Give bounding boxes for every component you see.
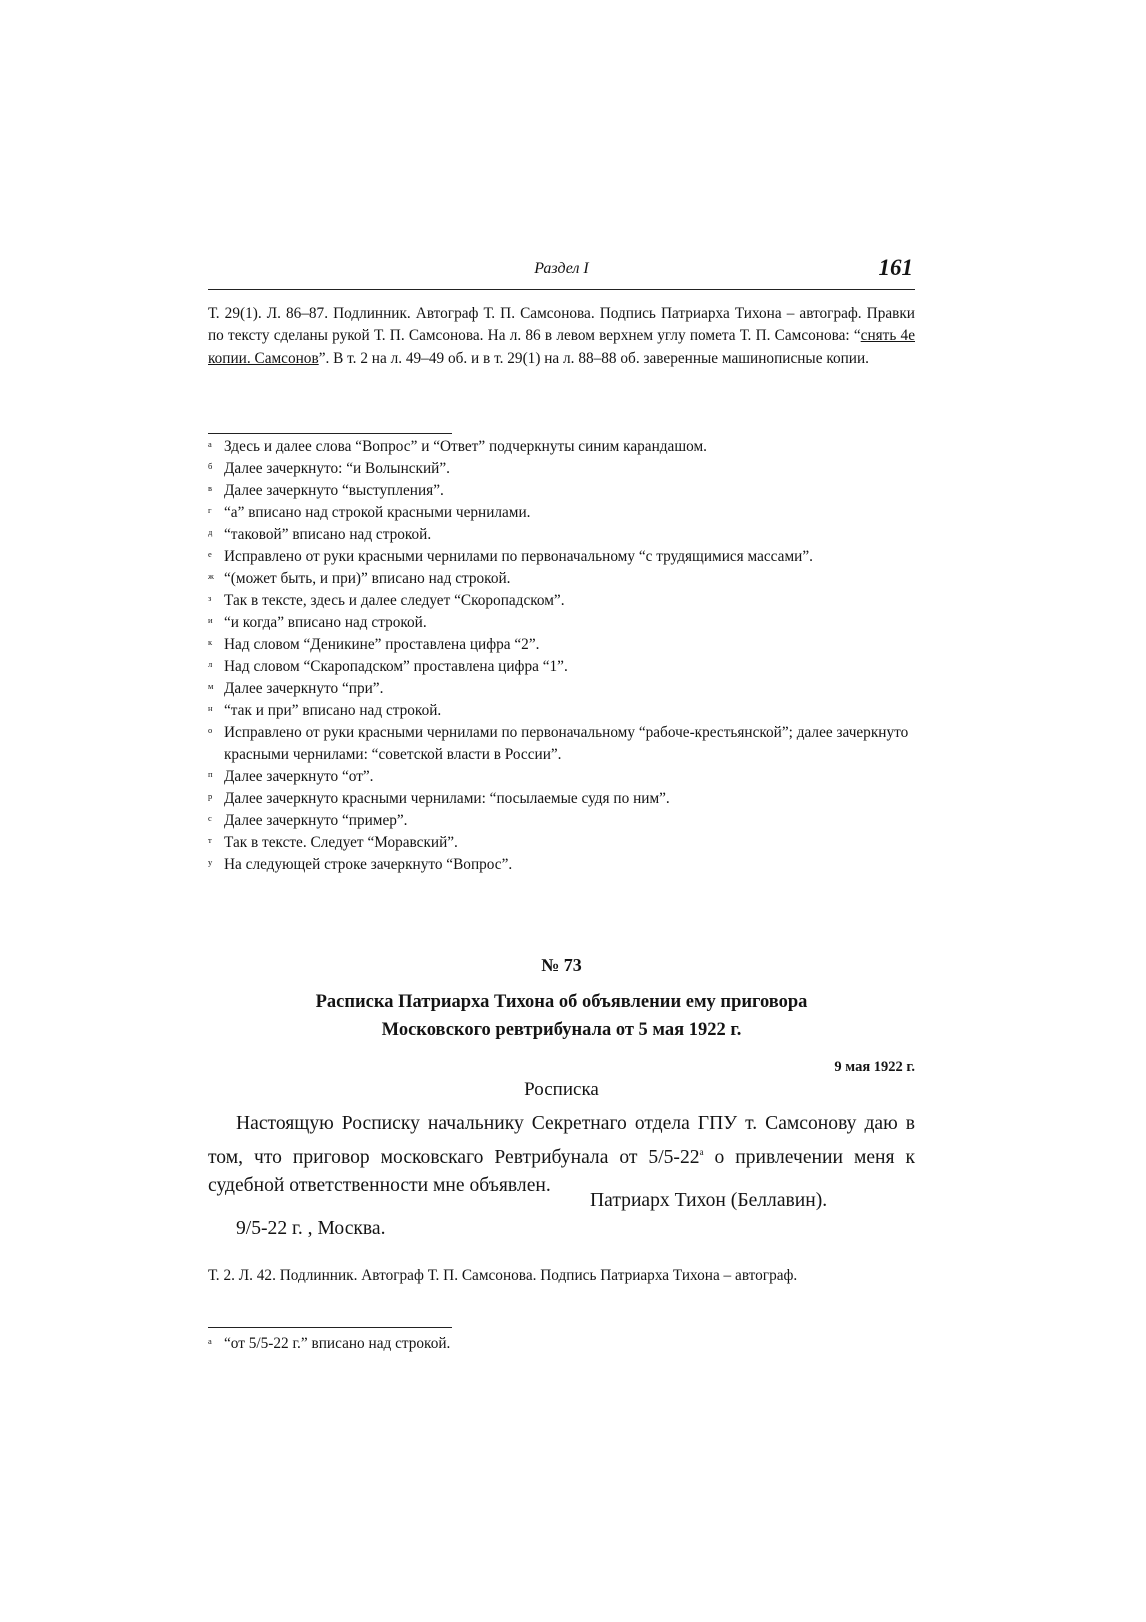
document-footnote-separator	[208, 1327, 452, 1328]
footnote	[208, 436, 915, 458]
footnote-text: Далее зачеркнуто “при”.	[224, 680, 384, 697]
document-title-line-1: Расписка Патриарха Тихона об объявлении ему приговора	[315, 992, 808, 1012]
document-footnotes-section	[208, 1333, 915, 1355]
footnote	[208, 656, 915, 678]
document-date: 9 мая 1922 г.	[834, 1059, 915, 1075]
footnote-mark: л	[208, 659, 213, 669]
footnote-mark: е	[208, 549, 212, 559]
body-text-part-1: Настоящую Росписку начальнику Секретнаго отдела ГПУ т. Самсонову даю в том, что приговор московскаго Ревтрибунала от 5/5-22	[208, 1113, 915, 1168]
footnote-text: Далее зачеркнуто “выступления”.	[224, 482, 444, 499]
footnote	[208, 480, 915, 502]
archival-note-text-end: ”. В т. 2 на л. 49–49 об. и в т. 29(1) на л. 88–88 об. заверенные машинописные копии.	[318, 349, 870, 367]
footnote	[208, 458, 915, 480]
underlined-annotation: снять 4е копии. Самсонов	[208, 327, 915, 367]
footnote	[208, 634, 915, 656]
footnote-mark: п	[208, 769, 213, 779]
footnote-mark: а	[208, 439, 212, 449]
document-source-note: Т. 2. Л. 42. Подлинник. Автограф Т. П. Самсонова. Подпись Патриарха Тихона – автограф.	[208, 1267, 798, 1284]
footnote	[208, 700, 915, 722]
footnote	[208, 854, 915, 876]
footnote	[208, 502, 915, 524]
footnote-mark: т	[208, 835, 212, 845]
footnote-text: “от 5/5-22 г.” вписано над строкой.	[224, 1335, 451, 1352]
place-and-date: 9/5-22 г. , Москва.	[236, 1218, 386, 1239]
footnote	[208, 832, 915, 854]
running-head	[208, 255, 915, 290]
signature: Патриарх Тихон (Беллавин).	[590, 1190, 828, 1211]
footnote-separator	[208, 433, 452, 434]
footnote-mark: а	[208, 1336, 212, 1346]
archival-note	[208, 303, 915, 370]
body-footnote-mark: а	[699, 1147, 704, 1157]
footnote-text: Далее зачеркнуто “пример”.	[224, 812, 408, 829]
footnote-mark: о	[208, 725, 213, 735]
footnote	[208, 722, 915, 766]
footnote	[208, 612, 915, 634]
footnote-text: “таковой” вписано над строкой.	[224, 526, 432, 543]
footnote-text: Далее зачеркнуто: “и Волынский”.	[224, 460, 450, 477]
footnote	[208, 810, 915, 832]
footnote-mark: ж	[208, 571, 214, 581]
footnote	[208, 524, 915, 546]
document-heading: Росписка	[524, 1079, 599, 1100]
footnote-text: Здесь и далее слова “Вопрос” и “Ответ” подчеркнуты синим карандашом.	[224, 438, 707, 455]
footnotes-section	[208, 436, 915, 876]
footnote-text: Далее зачеркнуто красными чернилами: “посылаемые судя по ним”.	[224, 790, 670, 807]
footnote-text: “так и при” вписано над строкой.	[224, 702, 442, 719]
document-number: № 73	[541, 955, 582, 975]
footnote-text: Далее зачеркнуто “от”.	[224, 768, 374, 785]
footnote-mark: с	[208, 813, 212, 823]
footnote-mark: у	[208, 857, 213, 867]
footnote-text: “(может быть, и при)” вписано над строкой.	[224, 570, 511, 587]
document-title-line-2: Московского ревтрибунала от 5 мая 1922 г.	[381, 1020, 742, 1040]
footnote-text: На следующей строке зачеркнуто “Вопрос”.	[224, 856, 513, 873]
footnote-text: Над словом “Скаропадском” проставлена цифра “1”.	[224, 658, 568, 675]
document-footnote-list	[208, 1333, 915, 1355]
document-title	[208, 988, 915, 1044]
footnote	[208, 766, 915, 788]
footnote-mark: н	[208, 703, 213, 713]
footnote-text: Над словом “Деникине” проставлена цифра “2”.	[224, 636, 540, 653]
footnote-list	[208, 436, 915, 876]
section-title: Раздел I	[534, 260, 589, 277]
footnote	[208, 1333, 915, 1355]
footnote-mark: г	[208, 505, 212, 515]
page-number: 161	[878, 255, 913, 280]
footnote-text: Так в тексте. Следует “Моравский”.	[224, 834, 458, 851]
footnote	[208, 788, 915, 810]
footnote	[208, 678, 915, 700]
footnote-text: Исправлено от руки красными чернилами по первоначальному “с трудящимися массами”.	[224, 548, 813, 565]
footnote-mark: р	[208, 791, 213, 801]
footnote-text: “а” вписано над строкой красными чернилами.	[224, 504, 531, 521]
footnote-mark: б	[208, 461, 213, 471]
footnote-mark: и	[208, 615, 213, 625]
footnote-text: “и когда” вписано над строкой.	[224, 614, 427, 631]
footnote-text: Так в тексте, здесь и далее следует “Скоропадском”.	[224, 592, 565, 609]
footnote-mark: д	[208, 527, 213, 537]
body-text-part-2: о привлечении меня к судебной ответственности мне объявлен.	[208, 1147, 915, 1196]
footnote	[208, 590, 915, 612]
footnote	[208, 568, 915, 590]
footnote-mark: к	[208, 637, 213, 647]
footnote-mark: з	[208, 593, 212, 603]
previous-document-source	[208, 303, 915, 370]
footnote-text: Исправлено от руки красными чернилами по первоначальному “рабоче-крестьянской”; далее зачеркнуто красными чернилами: “советской власти в России”.	[224, 724, 909, 763]
document-body	[208, 1110, 915, 1200]
footnote-mark: м	[208, 681, 214, 691]
footnote-mark: в	[208, 483, 213, 493]
footnote	[208, 546, 915, 568]
archival-note-text: Т. 29(1). Л. 86–87. Подлинник. Автограф Т. П. Самсонова. Подпись Патриарха Тихона – автограф. Правки по тексту сделаны рукой Т. П. Самсонова. На л. 86 в левом верхнем углу помета Т. П. Самсонова: “	[208, 305, 915, 345]
